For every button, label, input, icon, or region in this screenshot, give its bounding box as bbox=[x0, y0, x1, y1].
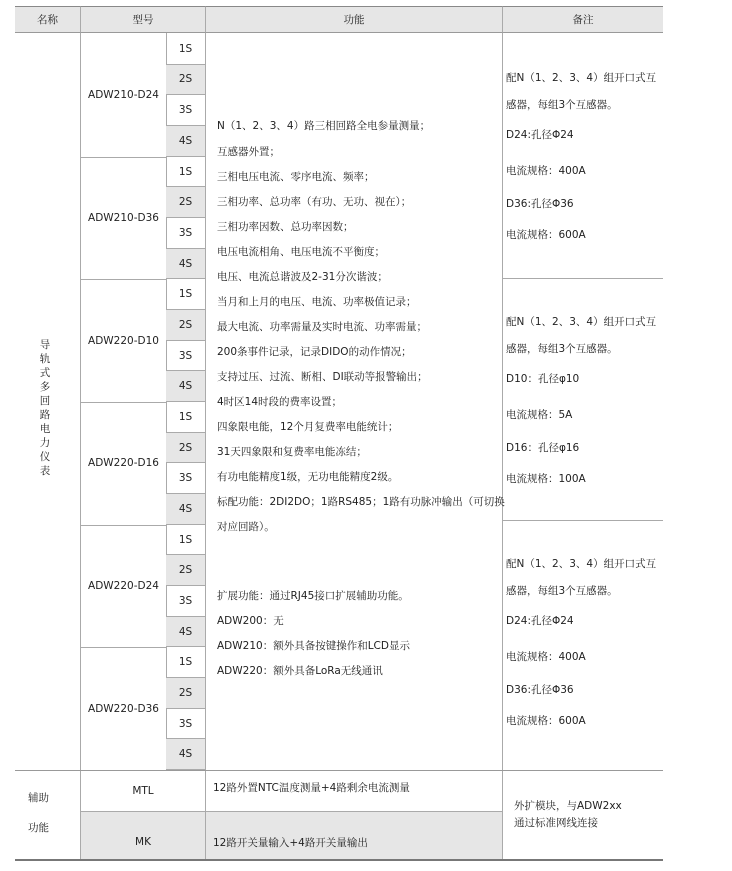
size-cell: 3S bbox=[166, 218, 205, 249]
size-cell: 4S bbox=[166, 126, 205, 157]
model-ADW220-D36: ADW220-D36 bbox=[88, 702, 159, 715]
model-ADW220-D24: ADW220-D24 bbox=[88, 580, 159, 593]
size-cell: 3S bbox=[166, 95, 205, 126]
note-line: 感器，每组3个互感器。 bbox=[506, 585, 618, 597]
model-ADW220-D10: ADW220-D10 bbox=[88, 334, 159, 347]
size-cell: 1S bbox=[166, 34, 205, 65]
function-line: 互感器外置； bbox=[217, 146, 280, 158]
model-ADW210-D24: ADW210-D24 bbox=[88, 89, 159, 102]
size-cell: 3S bbox=[166, 586, 205, 617]
function-line: 对应回路）。 bbox=[217, 521, 275, 533]
extension-line: 扩展功能：通过RJ45接口扩展辅助功能。 bbox=[217, 590, 409, 602]
aux-function-mtl: 12路外置NTC温度测量+4路剩余电流测量 bbox=[213, 782, 410, 794]
function-line: 电压、电流总谐波及2-31分次谐波； bbox=[217, 271, 388, 283]
function-line: 三相电压电流、零序电流、频率； bbox=[217, 171, 375, 183]
note-line: 配N（1、2、3、4）组开口式互 bbox=[506, 72, 657, 84]
function-line: 4时区14时段的费率设置； bbox=[217, 396, 343, 408]
aux-note-line-2: 通过标准网线连接 bbox=[514, 817, 598, 829]
size-cell: 4S bbox=[166, 494, 205, 525]
note-line: 感器，每组3个互感器。 bbox=[506, 99, 618, 111]
product-name: 导轨式多回路电力仪表 bbox=[39, 339, 51, 477]
header-name: 名称 bbox=[15, 6, 80, 33]
note-line: 电流规格：400A bbox=[506, 165, 586, 177]
extension-line: ADW200：无 bbox=[217, 615, 284, 627]
aux-note-line-1: 外扩模块，与ADW2xx bbox=[514, 800, 622, 812]
function-line: 200条事件记录，记录DIDO的动作情况； bbox=[217, 346, 412, 358]
size-cell: 2S bbox=[166, 187, 205, 218]
size-cell: 3S bbox=[166, 341, 205, 372]
extension-line: ADW220：额外具备LoRa无线通讯 bbox=[217, 665, 383, 677]
header-notes: 备注 bbox=[502, 6, 663, 33]
size-cell: 3S bbox=[166, 709, 205, 740]
function-line: 支持过压、过流、断相、DI联动等报警输出； bbox=[217, 371, 428, 383]
header-function: 功能 bbox=[205, 6, 502, 33]
note-line: 配N（1、2、3、4）组开口式互 bbox=[506, 316, 657, 328]
size-cell: 2S bbox=[166, 433, 205, 464]
note-line: 电流规格：600A bbox=[506, 715, 586, 727]
size-cell: 3S bbox=[166, 463, 205, 494]
note-line: 电流规格：400A bbox=[506, 651, 586, 663]
aux-function-mk: 12路开关量输入+4路开关量输出 bbox=[213, 837, 368, 849]
size-cell: 2S bbox=[166, 310, 205, 341]
size-cell: 1S bbox=[166, 647, 205, 678]
note-line: 电流规格：5A bbox=[506, 409, 573, 421]
function-line: 三相功率因数、总功率因数； bbox=[217, 221, 354, 233]
size-cell: 1S bbox=[166, 157, 205, 188]
function-line: 标配功能：2DI2DO；1路RS485；1路有功脉冲输出（可切换 bbox=[217, 496, 505, 508]
note-line: 电流规格：100A bbox=[506, 473, 586, 485]
function-line: 四象限电能，12个月复费率电能统计； bbox=[217, 421, 399, 433]
note-line: D24:孔径Φ24 bbox=[506, 615, 574, 627]
aux-name-line-1: 辅助 bbox=[28, 792, 49, 804]
size-cell: 2S bbox=[166, 678, 205, 709]
header-model: 型号 bbox=[80, 6, 205, 33]
aux-model-mtl: MTL bbox=[132, 785, 154, 797]
size-cell: 4S bbox=[166, 371, 205, 402]
function-line: 31天四象限和复费率电能冻结； bbox=[217, 446, 367, 458]
note-line: 电流规格：600A bbox=[506, 229, 586, 241]
model-ADW220-D16: ADW220-D16 bbox=[88, 457, 159, 470]
function-line: 三相功率、总功率（有功、无功、视在）； bbox=[217, 196, 412, 208]
model-ADW210-D36: ADW210-D36 bbox=[88, 212, 159, 224]
size-cell: 4S bbox=[166, 739, 205, 770]
aux-model-mk: MK bbox=[135, 836, 151, 848]
size-cell: 1S bbox=[166, 525, 205, 556]
function-line: N（1、2、3、4）路三相回路全电参量测量； bbox=[217, 120, 431, 132]
function-line: 电压电流相角、电压电流不平衡度； bbox=[217, 246, 385, 258]
note-line: D10：孔径φ10 bbox=[506, 373, 580, 385]
size-cell: 1S bbox=[166, 402, 205, 433]
extension-line: ADW210：额外具备按键操作和LCD显示 bbox=[217, 640, 410, 652]
note-line: 配N（1、2、3、4）组开口式互 bbox=[506, 558, 657, 570]
size-cell: 2S bbox=[166, 555, 205, 586]
aux-name-line-2: 功能 bbox=[28, 822, 49, 834]
function-line: 最大电流、功率需量及实时电流、功率需量； bbox=[217, 321, 427, 333]
size-cell: 4S bbox=[166, 249, 205, 280]
function-line: 有功电能精度1级，无功电能精度2级。 bbox=[217, 471, 399, 483]
size-cell: 1S bbox=[166, 279, 205, 310]
function-line: 当月和上月的电压、电流、功率极值记录； bbox=[217, 296, 417, 308]
size-cell: 4S bbox=[166, 617, 205, 648]
note-line: D36:孔径Φ36 bbox=[506, 684, 574, 696]
note-line: D16：孔径φ16 bbox=[506, 442, 580, 454]
size-cell: 2S bbox=[166, 65, 205, 96]
note-line: D24:孔径Φ24 bbox=[506, 129, 574, 141]
note-line: 感器，每组3个互感器。 bbox=[506, 343, 618, 355]
note-line: D36:孔径Φ36 bbox=[506, 198, 574, 210]
